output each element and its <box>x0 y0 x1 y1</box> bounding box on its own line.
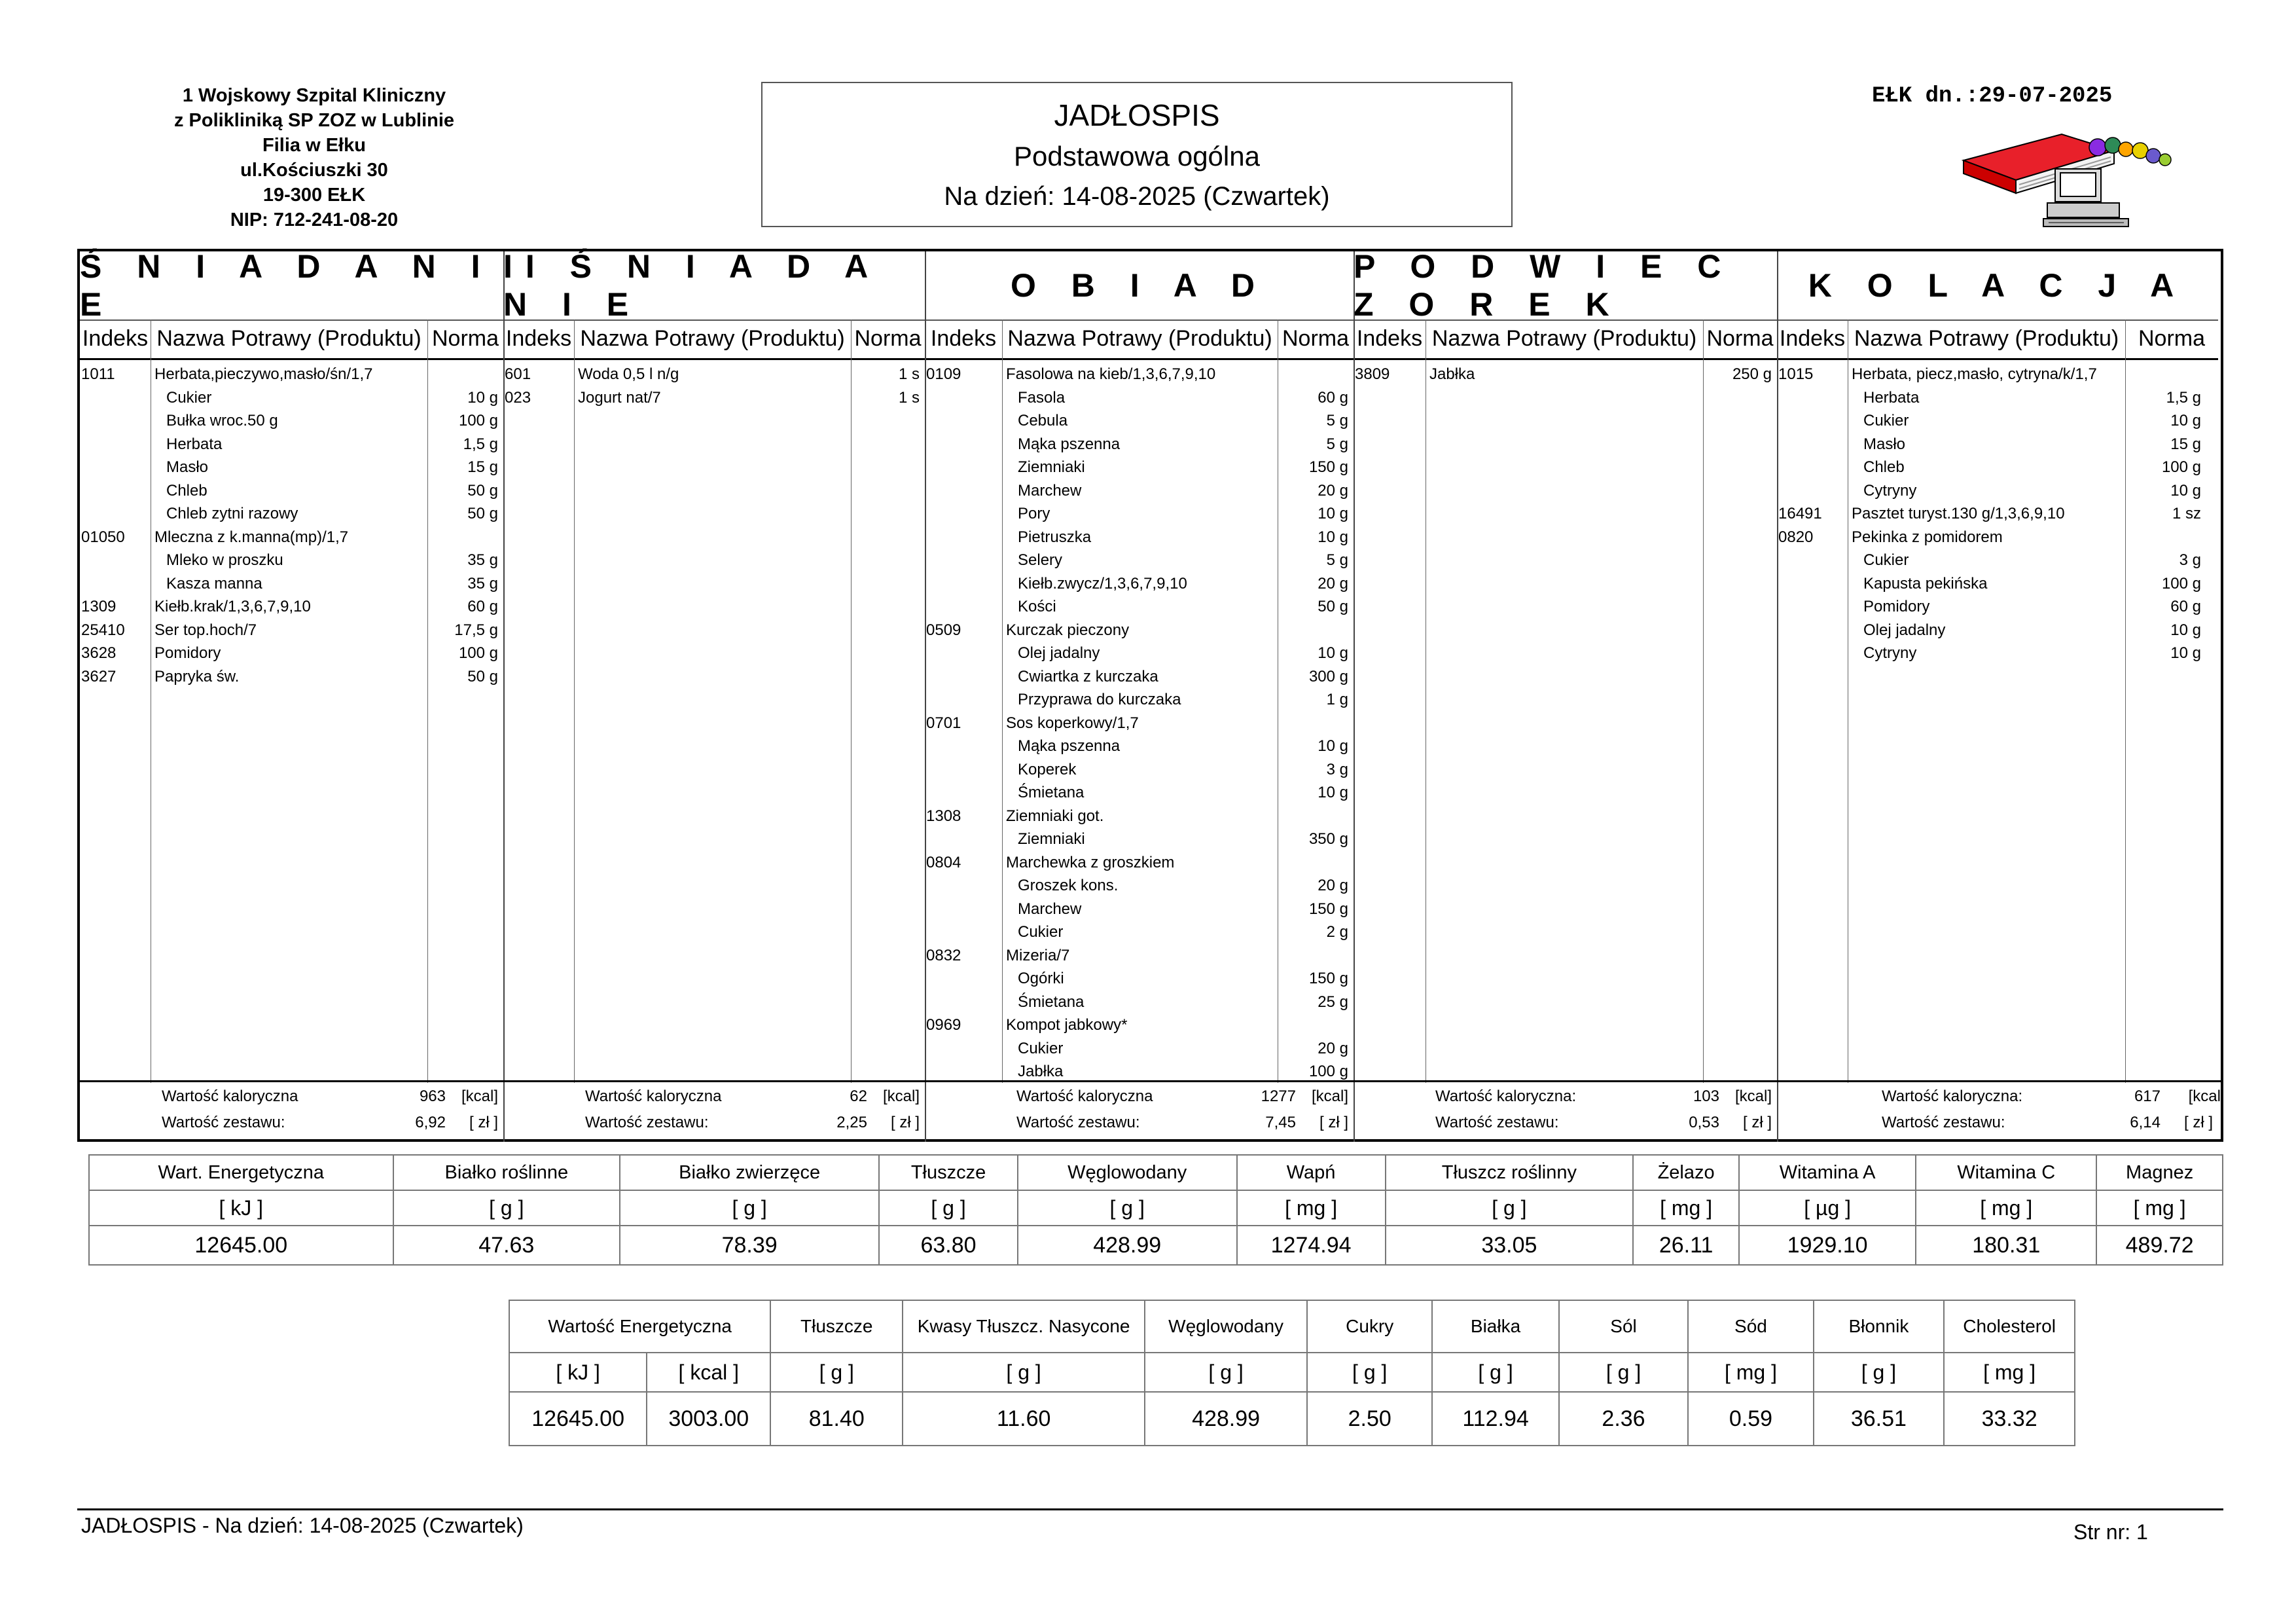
row-norm: 50 g <box>467 667 498 685</box>
row-norm: 1 s <box>898 388 920 407</box>
nutrient-header: Węglowodany <box>1018 1155 1237 1190</box>
row-norm: 250 g <box>1732 365 1772 383</box>
col-header-norm: Norma <box>2125 319 2218 360</box>
row-norm: 10 g <box>1318 505 1348 522</box>
col-header-name: Nazwa Potrawy (Produktu) <box>1848 319 2125 360</box>
cost-unit: [ zł ] <box>1742 1114 1772 1131</box>
footer-text: JADŁOSPIS - Na dzień: 14-08-2025 (Czwartek) <box>81 1514 524 1537</box>
nutrient-header: Sól <box>1559 1300 1689 1353</box>
ingredient-name: Cukier <box>1863 412 1909 429</box>
col-header-norm: Norma <box>1278 319 1354 360</box>
col-header-name: Nazwa Potrawy (Produktu) <box>1426 319 1703 360</box>
row-norm: 10 g <box>467 388 498 407</box>
calorie-value: 62 <box>850 1087 867 1105</box>
menu-date: Na dzień: 14-08-2025 (Czwartek) <box>944 182 1330 211</box>
dish-name: Jabłka <box>1429 365 1475 383</box>
summary-divider <box>80 1080 2221 1082</box>
ingredient-name: Kości <box>1018 598 1056 615</box>
meal-divider <box>925 251 926 1142</box>
nutrient-header: Cholesterol <box>1944 1300 2075 1353</box>
row-norm: 60 g <box>1318 388 1348 407</box>
nutrient-value: 12645.00 <box>509 1392 647 1446</box>
nutrient-value: 11.60 <box>903 1392 1145 1446</box>
ingredient-name: Cukier <box>1863 551 1909 569</box>
cost-label: Wartość zestawu: <box>1435 1114 1559 1131</box>
row-norm: 350 g <box>1308 830 1348 848</box>
nutrient-table-1 <box>88 1154 2223 1266</box>
column-divider <box>1002 319 1003 1083</box>
dish-name: Herbata,pieczywo,masło/śn/1,7 <box>154 365 373 383</box>
row-norm: 2 g <box>1326 923 1348 941</box>
row-norm: 17,5 g <box>454 621 498 639</box>
dish-name: Fasolowa na kieb/1,3,6,7,9,10 <box>1006 365 1216 383</box>
row-norm: 10 g <box>1318 784 1348 801</box>
nutrient-unit: [ mg ] <box>1916 1190 2096 1226</box>
ingredient-name: Kiełb.zwycz/1,3,6,7,9,10 <box>1018 574 1187 593</box>
ingredient-name: Mąka pszenna <box>1018 435 1121 453</box>
nutrient-unit: [ mg ] <box>1688 1353 1813 1392</box>
row-index: 023 <box>505 388 531 407</box>
meal-title: Ś N I A D A N I E <box>80 251 503 321</box>
nutrient-unit: [ g ] <box>903 1353 1145 1392</box>
dish-name: Woda 0,5 l n/g <box>578 365 679 383</box>
print-date: EŁK dn.:29-07-2025 <box>1872 84 2113 109</box>
ingredient-name: Cwiartka z kurczaka <box>1018 667 1158 685</box>
dish-name: Ser top.hoch/7 <box>154 621 257 639</box>
diet-name: Podstawowa ogólna <box>1014 141 1260 172</box>
row-norm: 100 g <box>2161 458 2201 476</box>
cost-unit: [ zł ] <box>469 1114 498 1131</box>
row-norm: 3 g <box>2179 551 2201 569</box>
nutrient-value: 2.36 <box>1559 1392 1689 1446</box>
nutrient-unit: [ g ] <box>620 1190 879 1226</box>
calorie-value: 963 <box>419 1087 446 1105</box>
nutrient-unit: [ g ] <box>1559 1353 1689 1392</box>
cost-value: 0,53 <box>1689 1114 1719 1131</box>
row-norm: 10 g <box>1318 644 1348 662</box>
ingredient-name: Marchew <box>1018 481 1082 500</box>
row-norm: 50 g <box>467 505 498 522</box>
page-title: JADŁOSPIS <box>1054 98 1220 132</box>
nutrient-value: 3003.00 <box>647 1392 770 1446</box>
nutrient-value: 47.63 <box>393 1226 620 1265</box>
nutrient-unit: [ mg ] <box>2096 1190 2223 1226</box>
ingredient-name: Cukier <box>166 388 212 407</box>
row-norm: 15 g <box>467 458 498 476</box>
row-norm: 10 g <box>2170 621 2201 639</box>
ingredient-name: Kapusta pekińska <box>1863 574 1988 593</box>
row-norm: 1 s <box>898 365 920 383</box>
column-divider <box>1703 319 1704 1083</box>
row-index: 0509 <box>926 621 961 639</box>
nutrient-header: Białka <box>1432 1300 1558 1353</box>
row-index: 0969 <box>926 1016 961 1034</box>
ingredient-name: Herbata <box>166 435 223 453</box>
row-norm: 20 g <box>1318 1039 1348 1057</box>
nutrient-header: Witamina A <box>1739 1155 1916 1190</box>
nutrient-value: 2.50 <box>1307 1392 1432 1446</box>
dish-name: Marchewka z groszkiem <box>1006 853 1175 871</box>
row-norm: 10 g <box>2170 644 2201 662</box>
row-norm: 10 g <box>2170 481 2201 500</box>
ingredient-name: Pietruszka <box>1018 528 1092 546</box>
row-norm: 1,5 g <box>463 435 498 453</box>
nutrient-unit: [ g ] <box>1386 1190 1634 1226</box>
dish-name: Jogurt nat/7 <box>578 388 661 407</box>
row-index: 1015 <box>1778 365 1814 383</box>
nutrient-unit: [ mg ] <box>1633 1190 1739 1226</box>
col-header-index: Indeks <box>1777 319 1848 360</box>
institution-line: z Polikliniką SP ZOZ w Lublinie <box>173 110 455 131</box>
title-box <box>761 82 1513 227</box>
ingredient-name: Pomidory <box>1863 598 1930 615</box>
nutrient-header: Węglowodany <box>1145 1300 1307 1353</box>
nutrient-value: 81.40 <box>770 1392 903 1446</box>
dish-name: Pasztet turyst.130 g/1,3,6,9,10 <box>1852 505 2065 522</box>
col-header-index: Indeks <box>80 319 151 360</box>
row-index: 25410 <box>81 621 125 639</box>
row-norm: 20 g <box>1318 481 1348 500</box>
calorie-label: Wartość kaloryczna: <box>1882 1087 2023 1105</box>
dish-name: Mleczna z k.manna(mp)/1,7 <box>154 528 349 546</box>
row-norm: 5 g <box>1326 435 1348 453</box>
ingredient-name: Pory <box>1018 505 1050 522</box>
row-norm: 100 g <box>458 412 498 429</box>
row-norm: 1,5 g <box>2166 388 2201 407</box>
calorie-unit: [kcal] <box>1311 1087 1348 1105</box>
ingredient-name: Kasza manna <box>166 574 262 593</box>
row-index: 01050 <box>81 528 125 546</box>
ingredient-name: Ziemniaki <box>1018 458 1085 476</box>
nutrient-value: 36.51 <box>1814 1392 1945 1446</box>
row-index: 0701 <box>926 714 961 732</box>
row-norm: 1 g <box>1326 691 1348 708</box>
row-index: 1309 <box>81 598 117 615</box>
row-norm: 150 g <box>1308 900 1348 918</box>
cost-unit: [ zł ] <box>1319 1114 1348 1131</box>
ingredient-name: Marchew <box>1018 900 1082 918</box>
nutrient-unit: [ g ] <box>1814 1353 1945 1392</box>
calorie-unit: [kcal <box>2188 1087 2221 1105</box>
nutrient-header: Błonnik <box>1814 1300 1945 1353</box>
nutrient-value: 1929.10 <box>1739 1226 1916 1265</box>
footer-divider <box>77 1508 2223 1510</box>
ingredient-name: Olej jadalny <box>1018 644 1100 662</box>
nutrient-unit: [ kJ ] <box>509 1353 647 1392</box>
ingredient-name: Ziemniaki <box>1018 830 1085 848</box>
ingredient-name: Olej jadalny <box>1863 621 1946 639</box>
nutrient-header: Wartość Energetyczna <box>509 1300 770 1353</box>
nutrient-unit: [ µg ] <box>1739 1190 1916 1226</box>
cost-value: 6,14 <box>2130 1114 2161 1131</box>
nutrient-header: Kwasy Tłuszcz. Nasycone <box>903 1300 1145 1353</box>
row-index: 1308 <box>926 807 961 825</box>
institution-line: ul.Kościuszki 30 <box>240 160 388 181</box>
row-norm: 60 g <box>467 598 498 615</box>
nutrient-table-2 <box>509 1300 2075 1446</box>
nutrient-value: 112.94 <box>1432 1392 1558 1446</box>
nutrient-value: 63.80 <box>879 1226 1018 1265</box>
col-header-index: Indeks <box>925 319 1002 360</box>
calorie-unit: [kcal] <box>882 1087 920 1105</box>
row-norm: 150 g <box>1308 970 1348 987</box>
calorie-value: 103 <box>1693 1087 1719 1105</box>
institution-line: Filia w Ełku <box>262 135 366 156</box>
calorie-label: Wartość kaloryczna <box>162 1087 298 1105</box>
row-norm: 300 g <box>1308 667 1348 685</box>
row-index: 0820 <box>1778 528 1814 546</box>
institution-line: 1 Wojskowy Szpital Kliniczny <box>182 85 446 106</box>
row-norm: 50 g <box>467 481 498 500</box>
column-divider <box>851 319 852 1083</box>
dish-name: Herbata, piecz,masło, cytryna/k/1,7 <box>1852 365 2097 383</box>
col-header-name: Nazwa Potrawy (Produktu) <box>151 319 427 360</box>
row-norm: 5 g <box>1326 412 1348 429</box>
nutrient-unit: [ g ] <box>879 1190 1018 1226</box>
row-index: 0832 <box>926 946 961 964</box>
cost-value: 7,45 <box>1265 1114 1296 1131</box>
nutrient-header: Tłuszcze <box>879 1155 1018 1190</box>
nutrient-unit: [ g ] <box>1018 1190 1237 1226</box>
nutrient-value: 428.99 <box>1145 1392 1307 1446</box>
dish-name: Pekinka z pomidorem <box>1852 528 2003 546</box>
nutrient-header: Magnez <box>2096 1155 2223 1190</box>
row-norm: 50 g <box>1318 598 1348 615</box>
calorie-label: Wartość kaloryczna <box>1016 1087 1153 1105</box>
menu-table <box>77 249 2223 1142</box>
nutrient-unit: [ mg ] <box>1944 1353 2075 1392</box>
nutrient-value: 78.39 <box>620 1226 879 1265</box>
dish-name: Sos koperkowy/1,7 <box>1006 714 1139 732</box>
meal-title: II Ś N I A D A N I E <box>503 251 925 321</box>
calorie-unit: [kcal] <box>1734 1087 1772 1105</box>
ingredient-name: Bułka wroc.50 g <box>166 412 278 429</box>
nutrient-value: 33.32 <box>1944 1392 2075 1446</box>
dish-name: Kompot jabkowy* <box>1006 1016 1128 1034</box>
nutrient-value: 428.99 <box>1018 1226 1237 1265</box>
dish-name: Kurczak pieczony <box>1006 621 1130 639</box>
ingredient-name: Przyprawa do kurczaka <box>1018 691 1181 708</box>
nutrient-value: 12645.00 <box>89 1226 393 1265</box>
calorie-label: Wartość kaloryczna <box>585 1087 722 1105</box>
calorie-unit: [kcal] <box>461 1087 498 1105</box>
dish-name: Mizeria/7 <box>1006 946 1070 964</box>
row-norm: 10 g <box>1318 528 1348 546</box>
nutrient-unit: [ g ] <box>1432 1353 1558 1392</box>
meal-column <box>1354 248 1777 1142</box>
ingredient-name: Cukier <box>1018 1039 1064 1057</box>
row-index: 3809 <box>1355 365 1390 383</box>
row-norm: 35 g <box>467 574 498 593</box>
nutrient-unit: [ g ] <box>1307 1353 1432 1392</box>
row-norm: 5 g <box>1326 551 1348 569</box>
nutrient-header: Tłuszcz roślinny <box>1386 1155 1634 1190</box>
cost-value: 6,92 <box>415 1114 446 1131</box>
ingredient-name: Chleb <box>1863 458 1905 476</box>
nutrient-unit: [ g ] <box>770 1353 903 1392</box>
ingredient-name: Koperek <box>1018 760 1077 778</box>
nutrient-header: Sód <box>1688 1300 1813 1353</box>
nutrient-header: Żelazo <box>1633 1155 1739 1190</box>
ingredient-name: Chleb <box>166 481 207 500</box>
cost-label: Wartość zestawu: <box>1016 1114 1140 1131</box>
ingredient-name: Selery <box>1018 551 1063 569</box>
ingredient-name: Ogórki <box>1018 970 1064 987</box>
row-norm: 3 g <box>1326 760 1348 778</box>
nutrient-header: Wapń <box>1237 1155 1386 1190</box>
meal-column <box>1777 251 2221 1142</box>
row-index: 1011 <box>81 365 115 383</box>
col-header-name: Nazwa Potrawy (Produktu) <box>574 319 851 360</box>
institution-line: NIP: 712-241-08-20 <box>230 210 399 230</box>
ingredient-name: Cebula <box>1018 412 1068 429</box>
meal-divider <box>1777 251 1778 1142</box>
row-norm: 100 g <box>1308 1063 1348 1080</box>
row-norm: 1 sz <box>2172 505 2201 522</box>
meal-column <box>925 251 1354 1142</box>
meal-column <box>80 248 503 1142</box>
row-index: 3628 <box>81 644 117 662</box>
ingredient-name: Cukier <box>1018 923 1064 941</box>
cost-label: Wartość zestawu: <box>585 1114 709 1131</box>
row-norm: 20 g <box>1318 574 1348 593</box>
dish-name: Ziemniaki got. <box>1006 807 1104 825</box>
ingredient-name: Jabłka <box>1018 1063 1064 1080</box>
row-norm: 15 g <box>2170 435 2201 453</box>
ingredient-name: Chleb zytni razowy <box>166 505 298 522</box>
nutrient-unit: [ kcal ] <box>647 1353 770 1392</box>
nutrient-unit: [ g ] <box>1145 1353 1307 1392</box>
ingredient-name: Śmietana <box>1018 784 1085 801</box>
ingredient-name: Cytryny <box>1863 644 1917 662</box>
row-norm: 10 g <box>1318 737 1348 755</box>
calorie-value: 617 <box>2134 1087 2161 1105</box>
cost-value: 2,25 <box>836 1114 867 1131</box>
col-header-norm: Norma <box>1703 319 1777 360</box>
cost-label: Wartość zestawu: <box>1882 1114 2005 1131</box>
dish-name: Kiełb.krak/1,3,6,7,9,10 <box>154 598 311 615</box>
row-norm: 25 g <box>1318 993 1348 1011</box>
dish-name: Pomidory <box>154 644 221 662</box>
nutrient-unit: [ g ] <box>393 1190 620 1226</box>
ingredient-name: Masło <box>166 458 209 476</box>
col-header-index: Indeks <box>503 319 574 360</box>
calorie-value: 1277 <box>1261 1087 1296 1105</box>
row-norm: 100 g <box>458 644 498 662</box>
nutrient-header: Białko roślinne <box>393 1155 620 1190</box>
institution-line: 19-300 EŁK <box>262 185 366 206</box>
col-header-norm: Norma <box>427 319 503 360</box>
row-norm: 100 g <box>2161 574 2201 593</box>
nutrient-header: Wart. Energetyczna <box>89 1155 393 1190</box>
nutrient-unit: [ mg ] <box>1237 1190 1386 1226</box>
nutrient-value: 26.11 <box>1633 1226 1739 1265</box>
col-header-name: Nazwa Potrawy (Produktu) <box>1002 319 1278 360</box>
meal-title: O B I A D <box>925 251 1354 321</box>
nutrient-value: 33.05 <box>1386 1226 1634 1265</box>
nutrient-header: Cukry <box>1307 1300 1432 1353</box>
row-norm: 10 g <box>2170 412 2201 429</box>
col-header-index: Indeks <box>1354 319 1426 360</box>
ingredient-name: Groszek kons. <box>1018 877 1119 894</box>
ingredient-name: Mleko w proszku <box>166 551 283 569</box>
ingredient-name: Mąka pszenna <box>1018 737 1121 755</box>
row-index: 16491 <box>1778 505 1822 522</box>
row-norm: 150 g <box>1308 458 1348 476</box>
col-header-norm: Norma <box>851 319 925 360</box>
meal-divider <box>503 251 505 1142</box>
meal-title: P O D W I E C Z O R E K <box>1354 251 1777 321</box>
dish-name: Papryka św. <box>154 667 240 685</box>
meal-column <box>503 248 925 1142</box>
row-index: 3627 <box>81 667 117 685</box>
nutrient-header: Witamina C <box>1916 1155 2096 1190</box>
row-index: 0109 <box>926 365 961 383</box>
ingredient-name: Masło <box>1863 435 1906 453</box>
ingredient-name: Śmietana <box>1018 993 1085 1011</box>
cost-unit: [ zł ] <box>890 1114 920 1131</box>
institution-address <box>124 83 504 232</box>
ingredient-name: Cytryny <box>1863 481 1917 500</box>
cost-unit: [ zł ] <box>2183 1114 2213 1131</box>
ingredient-name: Fasola <box>1018 388 1066 407</box>
nutrient-unit: [ kJ ] <box>89 1190 393 1226</box>
row-norm: 35 g <box>467 551 498 569</box>
nutrient-value: 489.72 <box>2096 1226 2223 1265</box>
nutrient-header: Białko zwierzęce <box>620 1155 879 1190</box>
nutrient-value: 1274.94 <box>1237 1226 1386 1265</box>
cost-label: Wartość zestawu: <box>162 1114 285 1131</box>
column-divider <box>574 319 575 1083</box>
calorie-label: Wartość kaloryczna: <box>1435 1087 1577 1105</box>
row-norm: 60 g <box>2170 598 2201 615</box>
row-index: 601 <box>505 365 531 383</box>
row-index: 0804 <box>926 853 961 871</box>
book-computer-logo <box>1957 131 2179 229</box>
nutrient-value: 0.59 <box>1688 1392 1813 1446</box>
meal-title: K O L A C J A <box>1777 251 2218 321</box>
row-norm: 20 g <box>1318 877 1348 894</box>
nutrient-value: 180.31 <box>1916 1226 2096 1265</box>
meal-divider <box>1354 251 1355 1142</box>
page-number: Str nr: 1 <box>2073 1520 2148 1544</box>
ingredient-name: Herbata <box>1863 388 1920 407</box>
nutrient-header: Tłuszcze <box>770 1300 903 1353</box>
